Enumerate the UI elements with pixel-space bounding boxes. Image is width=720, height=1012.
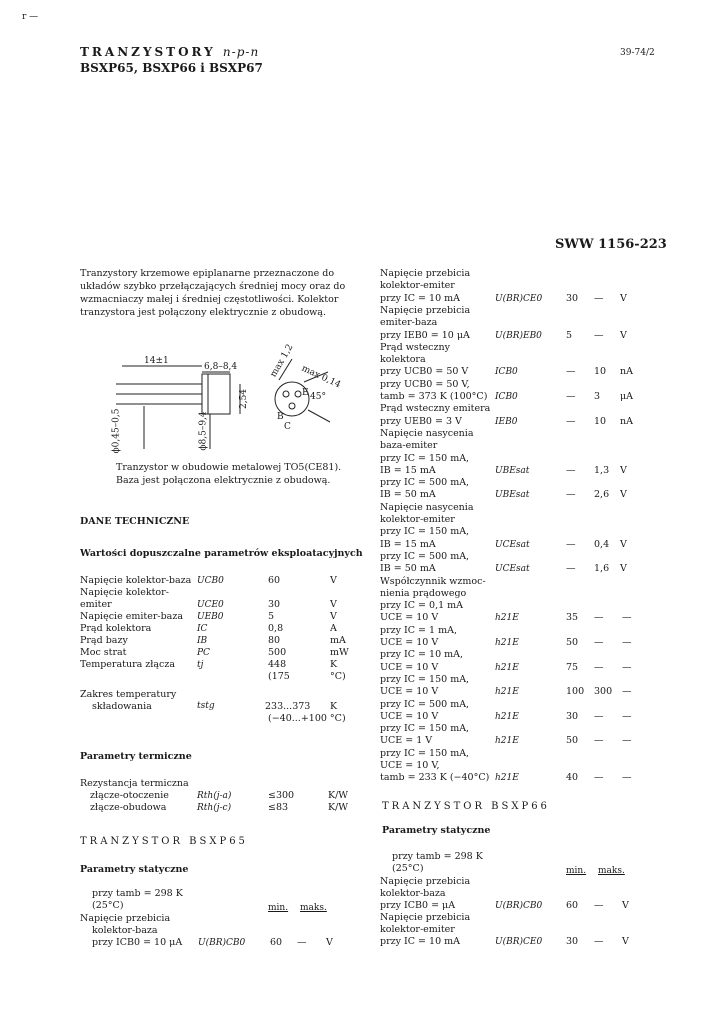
dim-diag: max 0,14 (299, 363, 343, 391)
param-text: baza-emiter (380, 440, 438, 452)
bsxp65-bd-min: 60 (270, 937, 283, 948)
norm-number: SWW 1156-223 (555, 237, 667, 252)
tail-text: kolektor-baza (380, 888, 446, 899)
limit-sym: IC (197, 624, 208, 634)
caption-line-2: Baza jest połączona elektrycznie z obudową. (116, 475, 331, 486)
tail-unit: V (622, 936, 629, 947)
param-sym: U(BR)EB0 (495, 330, 542, 341)
limit-val: 30 (268, 599, 281, 610)
param-text: kolektor-emiter (380, 280, 455, 292)
param-min: — (566, 563, 576, 575)
bsxp66-static-title: Parametry statyczne (382, 825, 491, 836)
param-text: Prąd wsteczny (380, 341, 450, 353)
limit-val: (175 (268, 671, 290, 682)
param-max: — (622, 735, 632, 747)
tail-text: Napięcie przebicia (380, 912, 471, 923)
tail-dash: — (594, 900, 604, 911)
param-text: UCE = 10 V (380, 612, 439, 624)
limit-val: 5 (268, 611, 275, 622)
param-unit: V (620, 538, 627, 550)
page-subtitle: BSXP65, BSXP66 i BSXP67 (80, 61, 263, 75)
limit-unit: V (330, 611, 337, 622)
param-min: 40 (566, 772, 579, 784)
param-typ: 1,3 (594, 464, 610, 476)
dane-title: DANE TECHNICZNE (80, 516, 190, 527)
param-typ: — (594, 735, 604, 747)
storage-line-2: składowania (92, 701, 152, 712)
param-unit: nA (620, 415, 633, 427)
tail-text: Napięcie przebicia (380, 876, 471, 887)
param-typ: — (594, 637, 604, 648)
limit-val: 448 (268, 659, 287, 670)
param-typ: — (594, 329, 604, 341)
param-sym: h21E (495, 638, 519, 648)
param-sym: UBEsat (495, 490, 530, 501)
tail-unit: V (622, 900, 629, 911)
param-text: tamb = 373 K (100°C) (380, 391, 488, 402)
param-min: — (566, 538, 576, 550)
bsxp66-cond-1: przy tamb = 298 K (392, 851, 483, 862)
tail-text: przy ICB0 = μA (380, 900, 456, 911)
thermal-sym: Rth(j-c) (197, 803, 232, 813)
tail-text: przy IC = 10 mA (380, 936, 461, 947)
param-min: — (566, 366, 576, 378)
param-sym: U(BR)CE0 (495, 293, 543, 304)
param-text: przy IC = 500 mA, (380, 477, 470, 489)
param-min: 30 (566, 710, 579, 722)
param-sym: h21E (495, 736, 519, 747)
param-text: UCE = 10 V (380, 686, 439, 698)
param-text: nienia prądowego (380, 587, 467, 599)
param-text: przy IC = 10 mA, (380, 649, 464, 661)
bsxp66-title: TRANZYSTOR BSXP66 (382, 801, 550, 812)
limit-name: Moc strat (80, 647, 127, 658)
param-sym: h21E (495, 773, 519, 784)
thermal-title: Parametry termiczne (80, 751, 192, 762)
limit-name: emiter (80, 599, 112, 610)
param-unit: V (620, 464, 627, 476)
storage-sym: tstg (197, 701, 215, 711)
limits-title: Wartości dopuszczalne parametrów eksploatacyjnych (80, 548, 363, 559)
param-typ: — (594, 612, 604, 624)
param-unit: V (620, 329, 627, 341)
param-min: — (566, 464, 576, 476)
caption-line-1: Tranzystor w obudowie metalowej TO5(CE81). (116, 462, 342, 473)
param-text: emiter-baza (380, 317, 438, 329)
param-typ: — (594, 772, 604, 784)
to5-outline (104, 344, 344, 454)
param-text: UCE = 10 V, (380, 760, 440, 771)
tail-min: 30 (566, 936, 579, 947)
dim-body: 6,8–8,4 (204, 362, 238, 372)
param-typ: — (594, 292, 604, 304)
param-typ: 2,6 (594, 489, 610, 501)
param-text: UCE = 10 V (380, 661, 439, 673)
storage-line-1: Zakres temperatury (80, 689, 177, 700)
param-text: IB = 50 mA (380, 489, 436, 501)
figure-caption (116, 461, 341, 487)
param-typ: 1,6 (594, 563, 610, 575)
param-unit: V (620, 563, 627, 575)
param-text: przy UEB0 = 3 V (380, 415, 462, 427)
bsxp65-col-max: maks. (300, 903, 327, 913)
thermal-unit: K/W (328, 790, 349, 801)
param-unit: μA (620, 391, 634, 402)
param-sym: UCEsat (495, 539, 530, 550)
limit-sym: UEB0 (197, 612, 224, 622)
param-text: IB = 15 mA (380, 464, 436, 476)
thermal-name: złącze-obudowa (90, 802, 167, 813)
param-text: tamb = 233 K (−40°C) (380, 772, 490, 784)
bsxp65-bd-unit: V (326, 937, 333, 948)
tail-min: 60 (566, 900, 579, 911)
thermal-val: ≤83 (268, 802, 289, 813)
storage-val2: (−40...+100 °C) (268, 713, 346, 724)
param-sym: ICB0 (495, 367, 518, 378)
limit-val: 0,8 (268, 623, 284, 634)
param-text: przy IC = 500 mA, (380, 550, 470, 562)
param-sym: h21E (495, 711, 519, 722)
param-text: UCE = 10 V (380, 710, 439, 722)
pin-c: C (284, 422, 291, 432)
param-text: UCE = 1 V (380, 735, 433, 747)
param-max: — (622, 772, 632, 784)
limit-unit: mA (330, 635, 346, 646)
tail-text: kolektor-emiter (380, 924, 455, 935)
param-text: przy IC = 150 mA, (380, 673, 470, 685)
limit-name: Napięcie emiter-baza (80, 611, 183, 622)
limit-name: Prąd bazy (80, 635, 128, 646)
bsxp65-cond-1: przy tamb = 298 K (92, 888, 183, 899)
limit-sym: PC (197, 648, 210, 658)
dim-pin2: ϕ8,5–9,4 (198, 411, 209, 451)
param-typ: 0,4 (594, 538, 610, 550)
limit-name: Prąd kolektora (80, 623, 152, 634)
page-title (80, 45, 259, 59)
param-min: 50 (566, 637, 579, 648)
param-min: — (566, 415, 576, 427)
param-text: przy IC = 1 mA, (380, 624, 457, 636)
dim-length: 14±1 (144, 356, 169, 366)
package-drawing (104, 344, 344, 458)
param-min: 100 (566, 686, 585, 698)
thermal-head: Rezystancja termiczna (80, 778, 189, 789)
param-text: Napięcie nasycenia (380, 427, 474, 439)
param-sym: IEB0 (495, 416, 518, 427)
param-typ: 300 (594, 686, 613, 698)
thermal-unit: K/W (328, 802, 349, 813)
param-text: przy IC = 10 mA (380, 292, 461, 304)
storage-unit: K (330, 701, 338, 712)
param-min: 30 (566, 292, 579, 304)
limit-unit: K (330, 659, 338, 670)
limit-sym: tj (197, 660, 204, 670)
param-min: — (566, 391, 576, 402)
tail-sym: U(BR)CB0 (495, 901, 543, 911)
limit-name: Temperatura złącza (80, 659, 176, 670)
param-sym: h21E (495, 687, 519, 698)
limit-unit: V (330, 599, 337, 610)
tail-sym: U(BR)CE0 (495, 937, 543, 947)
param-text: przy IC = 500 mA, (380, 698, 470, 710)
bsxp65-bd-1: Napięcie przebicia (80, 913, 171, 924)
param-typ: — (594, 710, 604, 722)
param-unit: V (620, 489, 627, 501)
param-min: — (566, 489, 576, 501)
param-typ: 10 (594, 415, 607, 427)
limit-unit: V (330, 575, 337, 586)
dim-spacing: 2,54 (239, 388, 250, 410)
corner-mark: r — (22, 12, 39, 22)
param-text: przy IC = 0,1 mA (380, 600, 464, 612)
param-typ: 10 (594, 366, 607, 378)
param-text: kolektor-emiter (380, 514, 455, 525)
doc-code: 39-74/2 (620, 48, 655, 58)
dim-pin1: ϕ0,45–0,5 (111, 408, 122, 454)
param-text: Prąd wsteczny emitera (380, 403, 491, 415)
param-min: 5 (566, 329, 573, 341)
param-sym: UBEsat (495, 465, 530, 476)
param-max: — (622, 686, 632, 698)
limit-val: 80 (268, 635, 281, 646)
pin-b: B (277, 412, 284, 422)
limit-sym: IB (197, 636, 208, 646)
param-max: — (622, 637, 632, 648)
param-text: przy IC = 150 mA, (380, 723, 470, 735)
intro-paragraph: Tranzystory krzemowe epiplanarne przeznaczone do układów szybko przełączających średniej mocy oraz do wzmacniaczy małej i średniej częstotliwości. Kolektor tranzystora jest połączony elektrycznie z obudową. (80, 268, 346, 318)
bsxp65-col-min: min. (268, 903, 289, 913)
limit-val: 500 (268, 647, 287, 658)
title-main: TRANZYSTORY (80, 45, 216, 59)
param-text: przy UCB0 = 50 V (380, 366, 469, 378)
param-text: IB = 15 mA (380, 538, 436, 550)
param-text: Współczynnik wzmoc- (380, 575, 486, 587)
param-text: Napięcie nasycenia (380, 501, 474, 513)
limit-unit: mW (330, 647, 349, 658)
param-min: 75 (566, 661, 579, 673)
param-text: kolektora (380, 354, 426, 366)
thermal-val: ≤300 (268, 790, 295, 801)
param-min: 35 (566, 612, 579, 624)
param-min: 50 (566, 735, 579, 747)
param-text: przy UCB0 = 50 V, (380, 378, 470, 390)
param-sym: ICB0 (495, 392, 518, 402)
param-max: — (622, 661, 632, 673)
limit-unit: °C) (330, 671, 346, 682)
limit-name: Napięcie kolektor- (80, 587, 169, 598)
thermal-sym: Rth(j-a) (197, 791, 232, 801)
limit-val: 60 (268, 575, 281, 586)
tail-dash: — (594, 936, 604, 947)
param-text: przy IC = 150 mA, (380, 452, 470, 464)
bsxp65-static-title: Parametry statyczne (80, 864, 189, 875)
bsxp65-bd-3: przy ICB0 = 10 μA (92, 937, 183, 948)
param-sym: h21E (495, 662, 519, 673)
title-suffix: n-p-n (222, 45, 260, 59)
param-text: przy IC = 150 mA, (380, 747, 470, 759)
param-unit: V (620, 292, 627, 304)
param-text: UCE = 10 V (380, 637, 439, 648)
param-typ: — (594, 661, 604, 673)
bsxp65-title: TRANZYSTOR BSXP65 (80, 836, 248, 847)
bsxp65-bd-2: kolektor-baza (92, 925, 158, 936)
thermal-name: złącze-otoczenie (90, 790, 169, 801)
bsxp66-cond-2: (25°C) (392, 863, 424, 874)
bsxp66-col-min: min. (566, 866, 587, 876)
param-sym: h21E (495, 613, 519, 624)
bsxp65-cond-2: (25°C) (92, 900, 124, 911)
limit-sym: UCB0 (197, 576, 224, 586)
param-text: przy IC = 150 mA, (380, 526, 470, 538)
dim-angle: 45° (310, 392, 326, 402)
limit-sym: UCE0 (197, 600, 224, 610)
limit-unit: A (330, 623, 337, 634)
param-sym: UCEsat (495, 564, 530, 575)
param-text: Napięcie przebicia (380, 268, 471, 279)
param-text: przy IEB0 = 10 μA (380, 329, 470, 341)
param-max: — (622, 710, 632, 722)
param-typ: 3 (594, 391, 601, 402)
pin-e: E (302, 388, 309, 398)
param-text: Napięcie przebicia (380, 304, 471, 316)
limit-name: Napięcie kolektor-baza (80, 575, 192, 586)
param-unit: nA (620, 366, 633, 378)
bsxp65-bd-sym: U(BR)CB0 (198, 938, 246, 948)
bsxp65-bd-dash: — (297, 937, 307, 948)
bsxp66-col-max: maks. (598, 866, 625, 876)
dim-max: max 1,2 (268, 342, 296, 380)
storage-val: 233...373 (265, 701, 311, 712)
param-max: — (622, 612, 632, 624)
param-text: IB = 50 mA (380, 563, 436, 575)
